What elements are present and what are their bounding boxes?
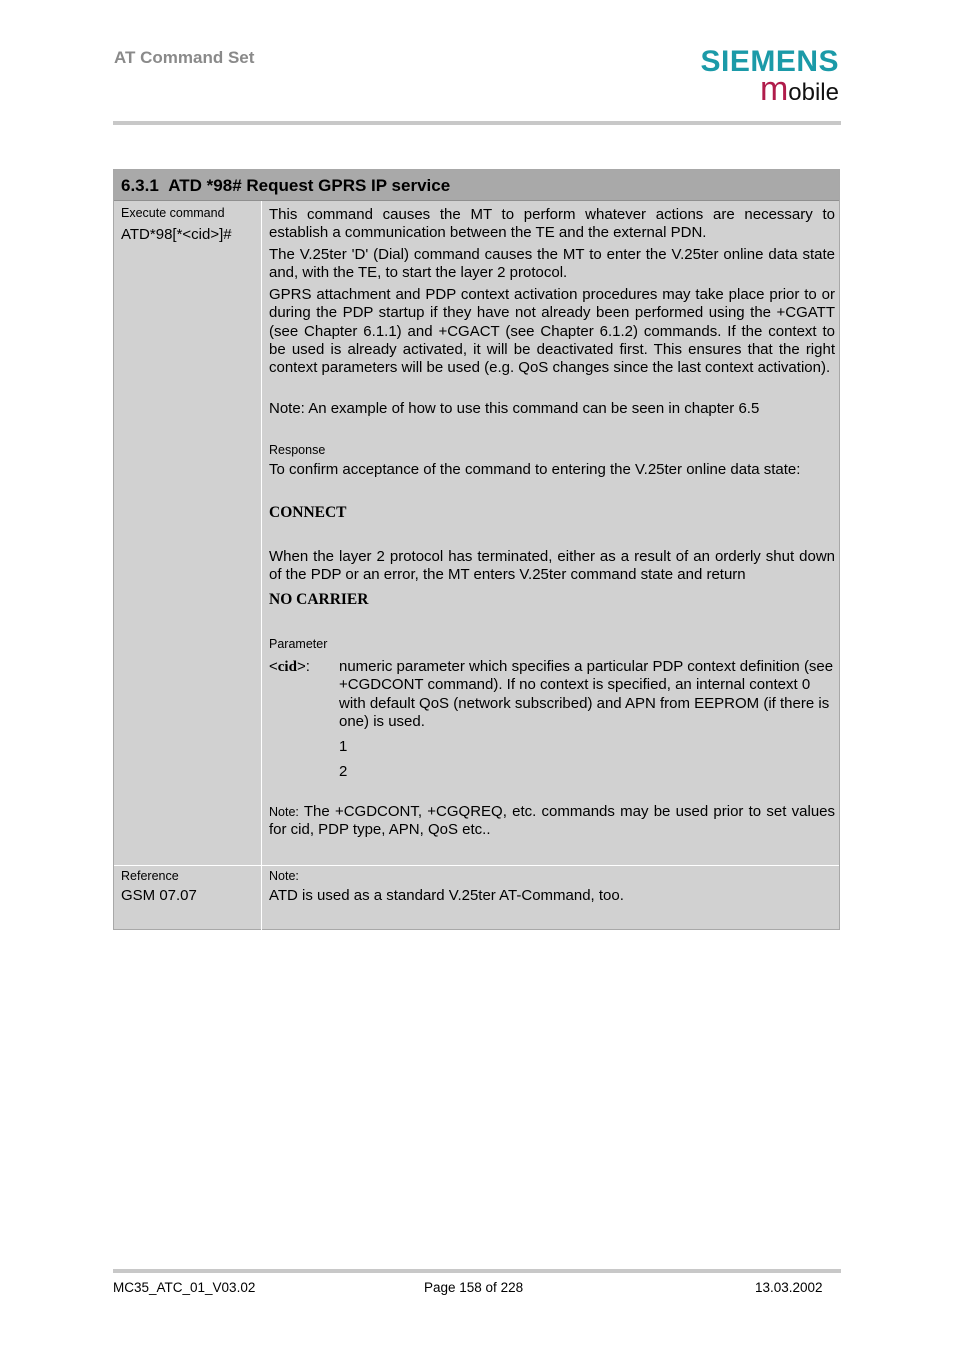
logo-m: m <box>759 70 789 108</box>
logo-obile: obile <box>788 79 839 106</box>
section-heading <box>114 170 839 201</box>
row-divider <box>114 865 839 866</box>
command-table <box>113 169 840 930</box>
logo-mobile <box>759 70 839 111</box>
description-note: Note: An example of how to use this command can be seen in chapter 6.5 <box>269 400 760 417</box>
response-text: To confirm acceptance of the command to entering the V.25ter online data state: <box>269 461 801 478</box>
reference-note-label: Note: <box>269 869 299 883</box>
header-rule <box>113 121 841 125</box>
parameter-description: numeric parameter which specifies a particular PDP context definition (see +CGDCONT command). If no context is specified, an internal context 0 with default QoS (network subscribed) and APN from EEPROM (if there is one) is used. <box>339 658 834 730</box>
reference-note-text: ATD is used as a standard V.25ter AT-Command, too. <box>269 887 624 904</box>
execute-syntax: ATD*98[*<cid>]# <box>121 226 232 243</box>
response-text: When the layer 2 protocol has terminated, either as a result of an orderly shut down of the PDP or an error, the MT enters V.25ter command state and return <box>269 548 835 584</box>
column-divider <box>261 201 262 930</box>
response-connect: CONNECT <box>269 504 347 521</box>
response-no-carrier: NO CARRIER <box>269 591 369 608</box>
description-paragraph: GPRS attachment and PDP context activation procedures may take place prior to or during the PDP startup if they have not already been performed using the +CGATT (see Chapter 6.1.1) and +CGACT (see Chapter 6.1.2) commands. If the context to be used is already activated, it will be deactivated first. This ensures that the right context parameters will be used (e.g. QoS changes since the last context activation). <box>269 286 835 377</box>
execute-label: Execute command <box>121 206 225 220</box>
reference-label: Reference <box>121 869 179 883</box>
description-paragraph: The V.25ter 'D' (Dial) command causes the MT to enter the V.25ter online data state and, with the TE, to start the layer 2 protocol. <box>269 246 835 282</box>
parameter-note <box>269 803 835 840</box>
reference-value: GSM 07.07 <box>121 887 197 904</box>
parameter-value: 2 <box>339 763 348 780</box>
parameter-label: Parameter <box>269 637 328 651</box>
parameter-value: 1 <box>339 738 348 755</box>
response-label: Response <box>269 443 326 457</box>
logo-brand: SIEMENS <box>700 45 839 78</box>
footer-date: 13.03.2002 <box>755 1280 823 1295</box>
section-number: 6.3.1 <box>121 176 159 195</box>
running-header-title: AT Command Set <box>114 48 255 67</box>
section-title: ATD *98# Request GPRS IP service <box>168 176 451 195</box>
footer-doc-id: MC35_ATC_01_V03.02 <box>113 1280 256 1295</box>
siemens-mobile-logo <box>664 44 839 108</box>
description-paragraph: This command causes the MT to perform whatever actions are necessary to establish a communication between the TE and the external PDN. <box>269 206 835 242</box>
parameter-name: <cid>: <box>269 658 310 675</box>
execute-description <box>269 206 835 856</box>
note-label: Note: <box>269 805 299 819</box>
note-text: The +CGDCONT, +CGQREQ, etc. commands may be used prior to set values for cid, PDP type, APN, QoS etc.. <box>269 803 835 839</box>
footer-rule <box>113 1269 841 1273</box>
footer-page-number: Page 158 of 228 <box>424 1280 524 1295</box>
